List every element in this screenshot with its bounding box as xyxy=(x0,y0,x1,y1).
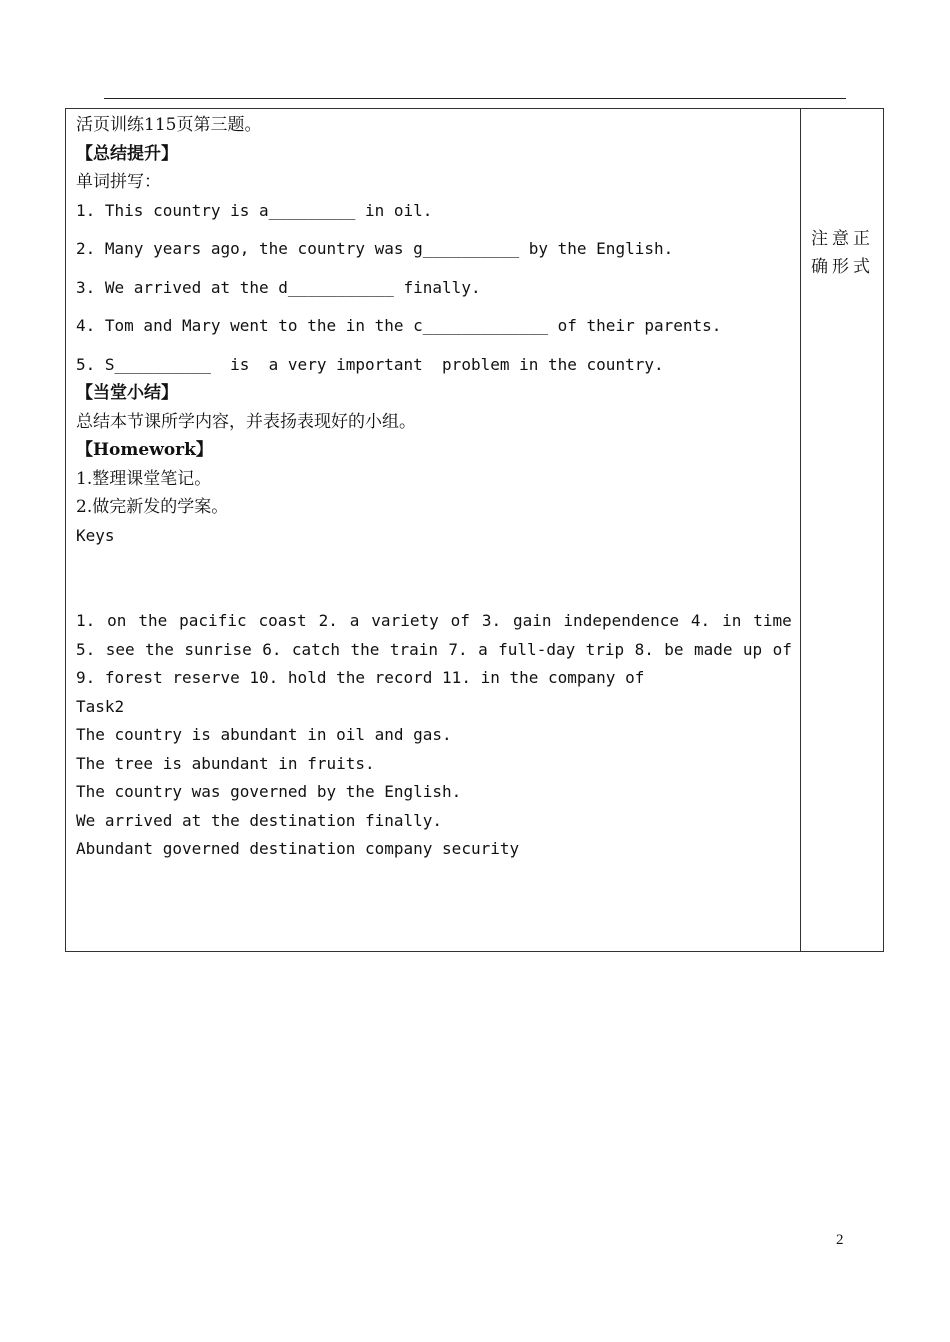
main-column xyxy=(76,111,792,864)
spelling-item-5: 5. S__________ is a very important problem in the country. xyxy=(76,354,664,374)
spelling-item-3: 3. We arrived at the d___________ finally. xyxy=(76,277,481,297)
spelling-item-4: 4. Tom and Mary went to the in the c_____________ of their parents. xyxy=(76,316,722,335)
column-divider xyxy=(800,109,801,951)
keys-label: Keys xyxy=(76,525,115,545)
task2-line-4: We arrived at the destination finally. xyxy=(76,810,443,830)
task2-label: Task2 xyxy=(76,696,125,716)
homework-item-2: 2.做完新发的学案。 xyxy=(76,497,229,517)
task2-line-5: Abundant governed destination company security xyxy=(76,839,520,858)
spelling-item-2: 2. Many years ago, the country was g__________ by the English. xyxy=(76,239,674,258)
keys-row-1: 1. on the pacific coast 2. a variety of 3. gain independence 4. in time xyxy=(76,611,792,630)
keys-row-2: 5. see the sunrise 6. catch the train 7. a full-day trip 8. be made up of xyxy=(76,639,792,659)
header-rule xyxy=(104,98,846,99)
side-note: 注意正确形式 xyxy=(811,229,874,277)
keys-row-3: 9. forest reserve 10. hold the record 11. in the company of xyxy=(76,668,645,687)
spelling-heading: 单词拼写： xyxy=(76,172,161,192)
page-number: 2 xyxy=(836,1232,844,1248)
exercise-reference: 活页训练115页第三题。 xyxy=(76,115,262,135)
task2-line-2: The tree is abundant in fruits. xyxy=(76,753,375,773)
lesson-table xyxy=(65,108,884,952)
section-heading-homework: 【Homework】 xyxy=(76,440,213,460)
task2-line-1: The country is abundant in oil and gas. xyxy=(76,725,452,744)
section-heading-summary: 【总结提升】 xyxy=(76,143,178,164)
class-summary-text: 总结本节课所学内容，并表扬表现好的小组。 xyxy=(76,411,416,432)
homework-item-1: 1.整理课堂笔记。 xyxy=(76,468,212,489)
section-heading-class-summary: 【当堂小结】 xyxy=(76,383,178,403)
spelling-item-1: 1. This country is a_________ in oil. xyxy=(76,200,433,220)
task2-line-3: The country was governed by the English. xyxy=(76,782,462,801)
